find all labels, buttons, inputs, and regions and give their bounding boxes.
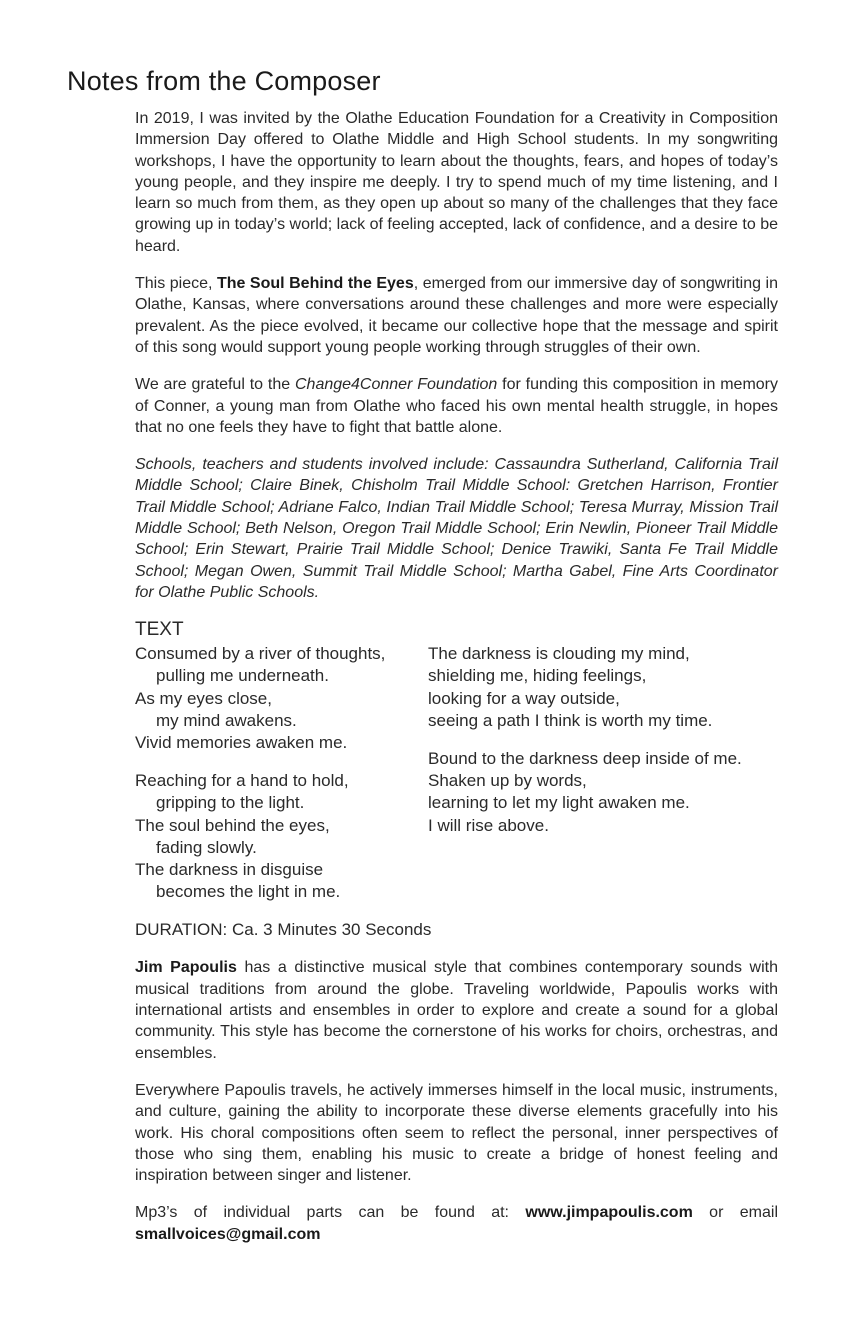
- schools-paragraph: Schools, teachers and students involved include: Cassaundra Sutherland, California Trail Middle School; Claire Binek, Chisholm Trail Middle School: Gretchen Harrison, Frontier Trail Middle School; Adriane Falco, Indian Trail Middle School; Teresa Murray, Mission Trail Middle School; Beth Nelson, Oregon Trail Middle School; Erin Newlin, Pioneer Trail Middle School; Erin Stewart, Prairie Trail Middle School; Denice Trawiki, Santa Fe Trail Middle School; Megan Owen, Summit Trail Middle School; Martha Gabel, Fine Arts Coordinator for Olathe Public Schools.: [135, 456, 778, 601]
- bio-paragraph-2: Everywhere Papoulis travels, he actively immerses himself in the local music, instruments, and culture, gaining the ability to incorporate these diverse elements gracefully into his work. His choral compositions often seem to reflect the personal, inner perspectives of those who sing them, enabling his music to create a bridge of honest feeling and inspiration between singer and listener.: [135, 1081, 778, 1185]
- website-link[interactable]: www.jimpapoulis.com: [525, 1204, 693, 1222]
- lyric-line: Consumed by a river of thoughts,: [135, 644, 386, 664]
- lyric-line: pulling me underneath.: [156, 666, 329, 686]
- contact-middle: or email: [692, 1204, 779, 1222]
- bio-text: has a distinctive musical style that combines contemporary sounds with musical traditions from around the globe. Traveling worldwide, Papoulis works with international artists and ensembles in order to explore and create a sound for a global community. This style has become the cornerstone of his works for choirs, orchestras, and ensembles.: [135, 959, 778, 1062]
- lyric-line: my mind awakens.: [156, 710, 297, 730]
- piece-title: The Soul Behind the Eyes: [216, 275, 414, 293]
- lyric-line: The darkness is clouding my mind,: [428, 644, 690, 664]
- lyric-stanza: [428, 643, 778, 732]
- duration: DURATION: Ca. 3 Minutes 30 Seconds: [135, 920, 432, 940]
- composer-name: Jim Papoulis: [135, 959, 237, 977]
- piece-prefix: This piece,: [135, 275, 217, 293]
- bio-paragraph: [135, 957, 778, 1063]
- text-heading: TEXT: [135, 619, 184, 641]
- lyric-line: I will rise above.: [428, 815, 549, 835]
- lyric-line: learning to let my light awaken me.: [428, 793, 690, 813]
- lyric-line: seeing a path I think is worth my time.: [428, 710, 713, 730]
- lyric-line: Shaken up by words,: [428, 771, 587, 791]
- lyric-stanza: [428, 748, 778, 837]
- lyric-line: looking for a way outside,: [428, 688, 620, 708]
- intro-paragraph: In 2019, I was invited by the Olathe Education Foundation for a Creativity in Composition Immersion Day offered to Olathe Middle and High School students. In my songwriting workshops, I have the opportunity to learn about the thoughts, fears, and hopes of today’s young people, and they inspire me deeply. I try to spend much of my time listening, and I learn so much from them, as they open up about so many of the challenges that they face growing up in today’s world; lack of feeling accepted, lack of confidence, and a desire to be heard.: [135, 110, 778, 255]
- lyric-line: Bound to the darkness deep inside of me.: [428, 749, 742, 769]
- foundation-name: Change4Conner Foundation: [294, 376, 498, 394]
- lyric-line: shielding me, hiding feelings,: [428, 666, 647, 686]
- lyrics-left-column: [135, 643, 428, 903]
- piece-paragraph: [135, 273, 778, 358]
- lyrics: [135, 643, 778, 903]
- lyric-line: The soul behind the eyes,: [135, 815, 330, 835]
- lyric-line: The darkness in disguise: [135, 860, 324, 880]
- lyric-line: Vivid memories awaken me.: [135, 733, 348, 753]
- email-link[interactable]: smallvoices@gmail.com: [135, 1225, 321, 1243]
- lyric-line: fading slowly.: [156, 837, 257, 857]
- page-title: Notes from the Composer: [67, 66, 381, 96]
- piece-suffix: , emerged from our immersive day of songwriting in Olathe, Kansas, where conversations around these challenges and more were especially prevalent. As the piece evolved, it became our collective hope that the message and spirit of this song would support young people working through struggles of their own.: [135, 275, 779, 356]
- lyric-stanza: [135, 643, 428, 754]
- lyric-line: becomes the light in me.: [156, 882, 341, 902]
- lyric-line: gripping to the light.: [156, 793, 305, 813]
- lyric-stanza: [135, 770, 428, 903]
- contact-paragraph: [135, 1202, 778, 1245]
- lyric-line: As my eyes close,: [135, 688, 272, 708]
- lyrics-right-column: [428, 643, 778, 903]
- funding-prefix: We are grateful to the: [135, 376, 295, 394]
- lyric-line: Reaching for a hand to hold,: [135, 771, 349, 791]
- contact-prefix: Mp3’s of individual parts can be found at:: [135, 1204, 526, 1222]
- document-body: [135, 108, 778, 1245]
- funding-suffix: for funding this composition in memory of Conner, a young man from Olathe who faced his own mental health struggle, in hopes that no one feels they have to fight that battle alone.: [135, 376, 779, 436]
- funding-paragraph: [135, 374, 778, 438]
